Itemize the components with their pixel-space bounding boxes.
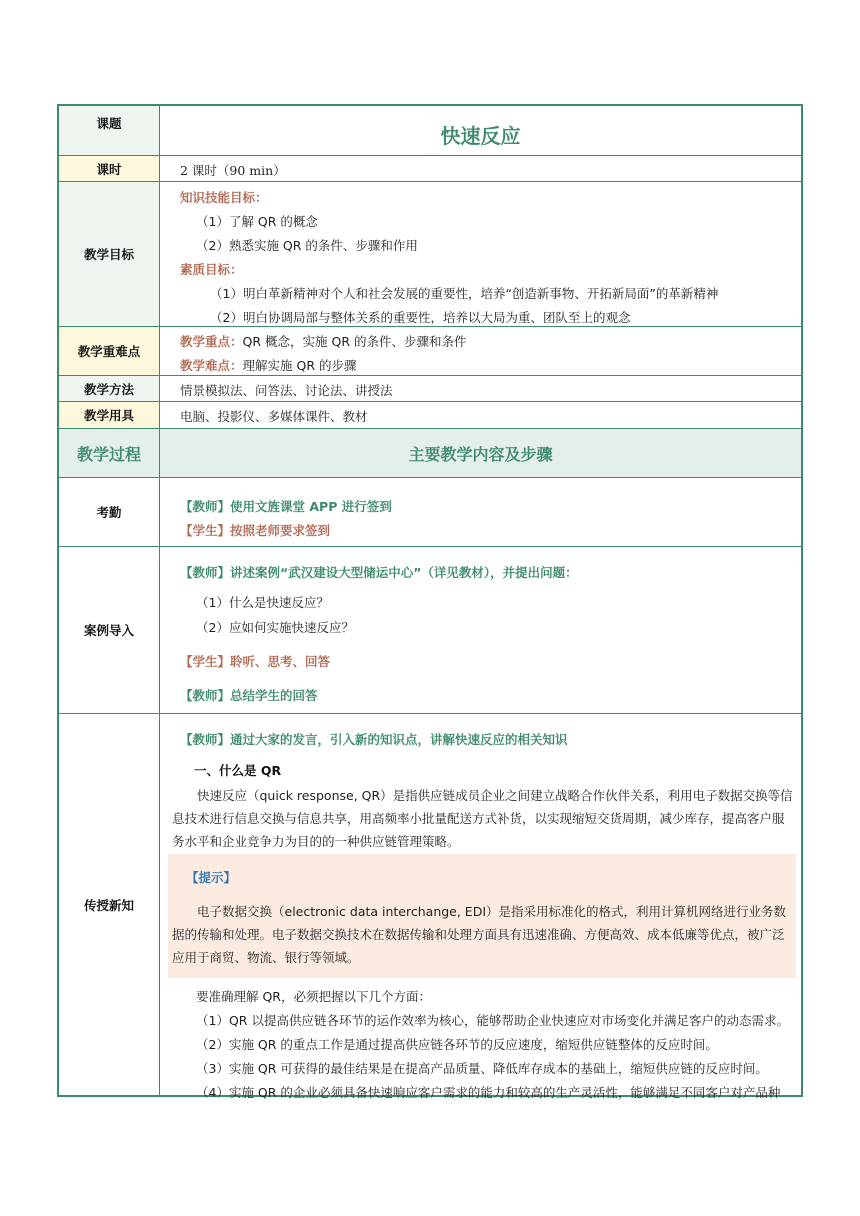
row-method: [59, 376, 801, 402]
tools-label: 教学用具: [59, 402, 160, 428]
tip-box: [168, 854, 796, 978]
tip-text: 电子数据交换（electronic data interchange, EDI）是指采用标准化的格式，利用计算机网络进行业务数据的传输和处理。电子数据交换技术在数据传输和处理方面具有迅速准确、方便高效、成本低廉等优点，被广泛应用于商贸、物流、银行等领域。: [172, 904, 787, 965]
hours-label: 课时: [59, 156, 160, 181]
understand-point: （3）实施 QR 可获得的最佳结果是在提高产品质量、降低库存成本的基础上，缩短供应链的反应时间。: [196, 1061, 768, 1076]
topic-label: 课题: [59, 106, 160, 155]
row-tools: [59, 402, 801, 429]
quality-goal-item: （1）明白革新精神对个人和社会发展的重要性，培养“创造新事物、开拓新局面”的革新精神: [210, 286, 719, 301]
quality-goal-item: （2）明白协调局部与整体关系的重要性，培养以大局为重、团队至上的观念: [210, 310, 631, 325]
section-heading: 一、什么是 QR: [194, 763, 282, 778]
row-goals: [59, 182, 801, 327]
understand-point: （1）QR 以提高供应链各环节的运作效率为核心，能够帮助企业快速应对市场变化并满足客户的动态需求。: [196, 1013, 789, 1028]
key-point-text: QR 概念，实施 QR 的条件、步骤和条件: [242, 334, 467, 349]
method-label: 教学方法: [59, 376, 160, 401]
process-heading: 主要教学内容及步骤: [408, 444, 553, 464]
attendance-label: 考勤: [59, 478, 160, 546]
attendance-student: 【学生】按照老师要求签到: [180, 523, 331, 538]
row-hours: [59, 156, 801, 182]
skill-goal-heading: 知识技能目标：: [180, 190, 268, 205]
case-question: （1）什么是快速反应？: [196, 595, 329, 610]
row-teach-new: [59, 714, 801, 1100]
skill-goal-item: （1）了解 QR 的概念: [196, 214, 318, 229]
tip-label: 【提示】: [186, 870, 237, 885]
quality-goal-heading: 素质目标：: [180, 262, 243, 277]
hours-value: 2 课时（90 min）: [180, 163, 286, 178]
teach-new-label: 传授新知: [59, 714, 160, 1095]
difficult-point-text: 理解实施 QR 的步骤: [242, 358, 357, 373]
difficult-point-line: [180, 356, 357, 374]
case-intro-label: 案例导入: [59, 547, 160, 713]
difficult-point-label: 教学难点：: [180, 358, 243, 373]
understand-intro: 要准确理解 QR，必须把握以下几个方面：: [196, 989, 431, 1004]
case-student: 【学生】聆听、思考、回答: [180, 654, 331, 669]
teach-new-teacher: 【教师】通过大家的发言，引入新的知识点，讲解快速反应的相关知识: [180, 732, 568, 747]
lesson-plan-table: [57, 104, 803, 1100]
key-point-label: 教学重点：: [180, 334, 243, 349]
key-point-line: [180, 332, 467, 350]
understand-point: （2）实施 QR 的重点工作是通过提高供应链各环节的反应速度，缩短供应链整体的反应时间。: [196, 1037, 718, 1052]
row-process-header: [59, 429, 801, 478]
lesson-title: 快速反应: [440, 124, 521, 148]
process-label: 教学过程: [59, 429, 160, 477]
attendance-teacher: 【教师】使用文旌课堂 APP 进行签到: [180, 499, 392, 514]
row-focus: [59, 327, 801, 376]
row-attendance: [59, 478, 801, 547]
method-value: 情景模拟法、问答法、讨论法、讲授法: [180, 383, 393, 398]
understand-point: （4）实施 QR 的企业必须具备快速响应客户需求的能力和较高的生产灵活性，能够满足不同客户对产品种: [196, 1085, 781, 1100]
skill-goal-item: （2）熟悉实施 QR 的条件、步骤和作用: [196, 238, 418, 253]
case-question: （2）应如何实施快速反应？: [196, 620, 354, 635]
focus-label: 教学重难点: [59, 327, 160, 375]
goals-label: 教学目标: [59, 182, 160, 326]
case-teacher: 【教师】讲述案例“武汉建设大型储运中心”（详见教材），并提出问题：: [180, 565, 578, 580]
qr-definition: 快速反应（quick response, QR）是指供应链成员企业之间建立战略合作伙伴关系，利用电子数据交换等信息技术进行信息交换与信息共享，用高频率小批量配送方式补货，以实现缩短交货周期，减少库存，提高客户服务水平和企业竞争力为目的的一种供应链管理策略。: [172, 788, 793, 849]
case-teacher-summary: 【教师】总结学生的回答: [180, 688, 318, 703]
tools-value: 电脑、投影仪、多媒体课件、教材: [180, 409, 368, 424]
row-case-intro: [59, 547, 801, 714]
row-topic: [59, 106, 801, 156]
